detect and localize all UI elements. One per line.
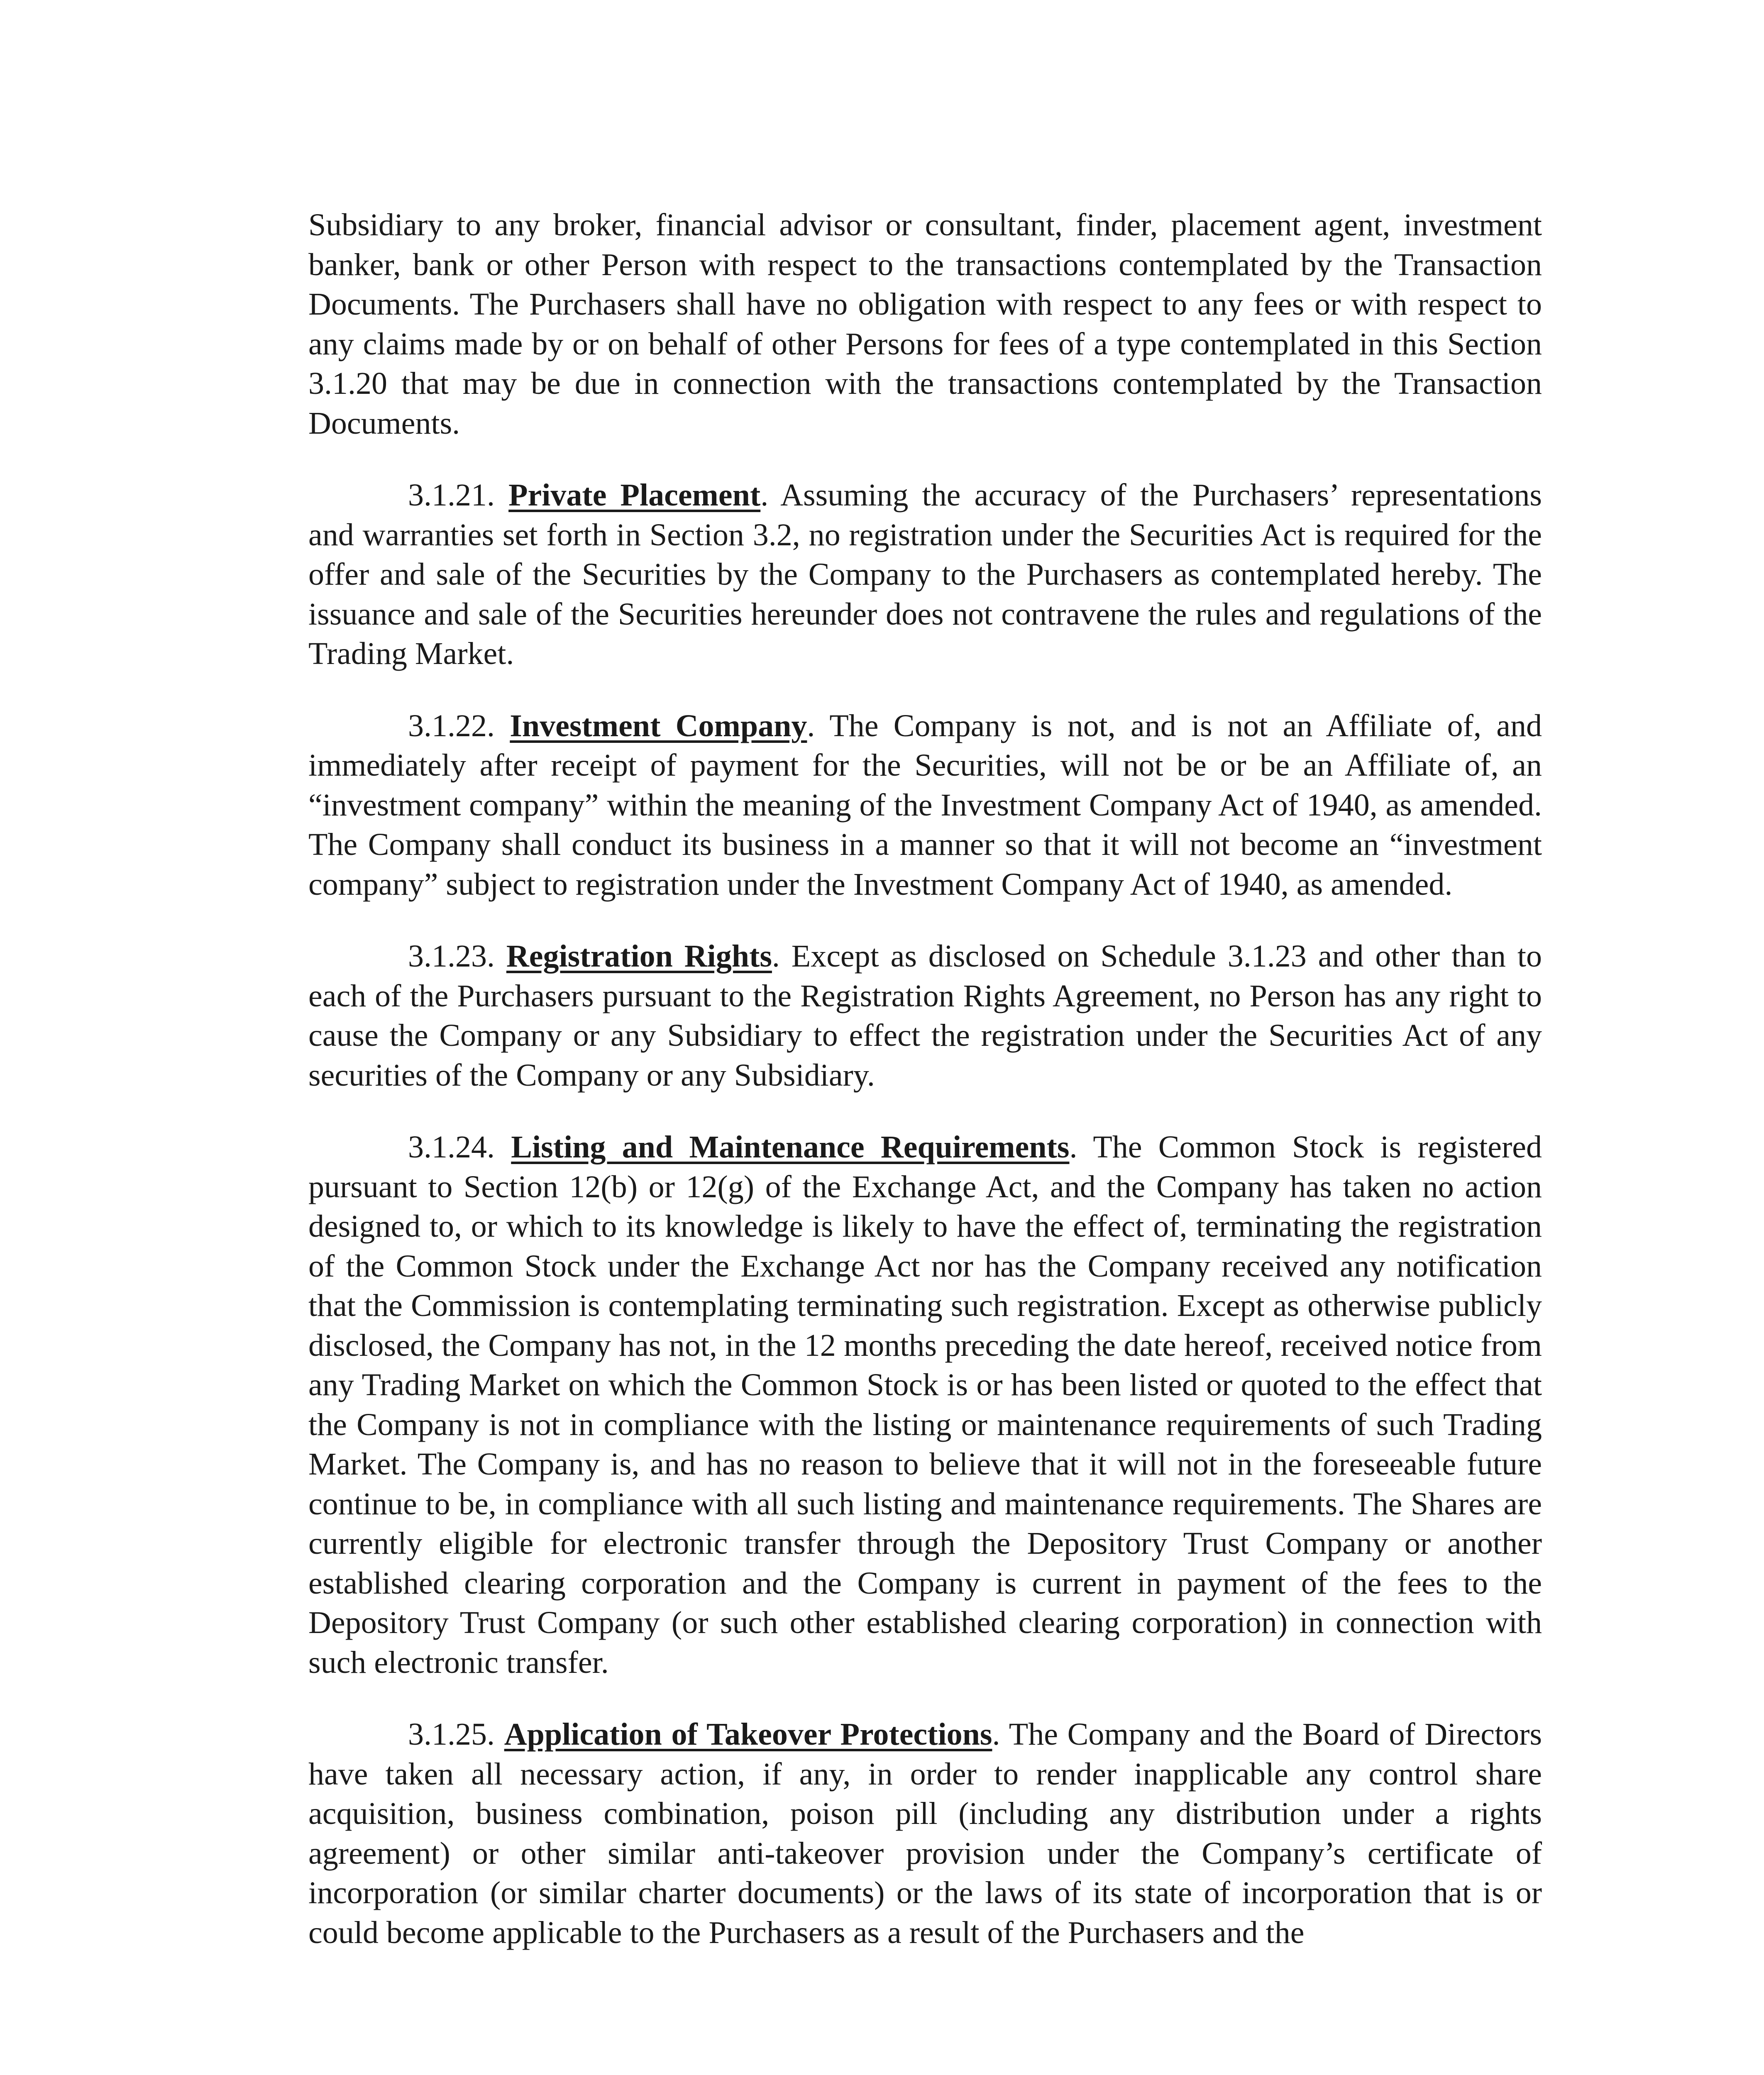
section-number: 3.1.22. [408,708,495,743]
heading-period: . [1069,1130,1077,1164]
section-heading: Registration Rights [506,939,772,974]
section-3-1-24 [308,1128,1542,1682]
section-number: 3.1.25. [408,1717,495,1752]
section-number: 3.1.24. [408,1130,495,1164]
section-heading: Listing and Maintenance Requirements [511,1130,1070,1164]
section-number: 3.1.21. [408,478,495,513]
section-heading: Private Placement [508,478,761,513]
section-3-1-22 [308,706,1542,905]
section-heading: Investment Company [510,708,807,743]
section-3-1-23 [308,937,1542,1095]
paragraph-text: The Common Stock is registered pursuant to Section 12(b) or 12(g) of the Exchange Act, and the Company has taken no action designed to, or which to its knowledge is likely to have the effect of, terminating the registration of the Common Stock under the Exchange Act nor has the Company received any notification that the Commission is contemplating terminating such registration. Except as otherwise publicly disclosed, the Company has not, in the 12 months preceding the date hereof, received notice from any Trading Market on which the Common Stock is or has been listed or quoted to the effect that the Company is not in compliance with the listing or maintenance requirements of such Trading Market. The Company is, and has no reason to believe that it will not in the foreseeable future continue to be, in compliance with all such listing and maintenance requirements. The Shares are currently eligible for electronic transfer through the Depository Trust Company or another established clearing corporation and the Company is current in payment of the fees to the Depository Trust Company (or such other established clearing corporation) in connection with such electronic transfer. [308,1130,1542,1680]
document-body [308,205,1542,1953]
section-3-1-21 [308,476,1542,674]
heading-period: . [772,939,780,974]
paragraph-continued [308,205,1542,443]
heading-period: . [992,1717,1000,1752]
paragraph-text: Assuming the accuracy of the Purchasers’ representations and warranties set forth in Section 3.2, no registration under the Securities Act is required for the offer and sale of the Securities by the Company to the Purchasers as contemplated hereby. The issuance and sale of the Securities hereunder does not contravene the rules and regulations of the Trading Market. [308,478,1542,671]
paragraph-text: The Company is not, and is not an Affiliate of, and immediately after receipt of payment for the Securities, will not be or be an Affiliate of, an “investment company” within the meaning of the Investment Company Act of 1940, as amended. The Company shall conduct its business in a manner so that it will not become an “investment company” subject to registration under the Investment Company Act of 1940, as amended. [308,708,1542,902]
paragraph-text: Except as disclosed on Schedule 3.1.23 and other than to each of the Purchasers pursuant to the Registration Rights Agreement, no Person has any right to cause the Company or any Subsidiary to effect the registration under the Securities Act of any securities of the Company or any Subsidiary. [308,939,1542,1093]
paragraph-text: Subsidiary to any broker, financial advisor or consultant, finder, placement agent, investment banker, bank or other Person with respect to the transactions contemplated by the Transaction Documents. The Purchasers shall have no obligation with respect to any fees or with respect to any claims made by or on behalf of other Persons for fees of a type contemplated in this Section 3.1.20 that may be due in connection with the transactions contemplated by the Transaction Documents. [308,208,1542,441]
heading-period: . [807,708,815,743]
section-heading: Application of Takeover Protections [504,1717,992,1752]
section-number: 3.1.23. [408,939,495,974]
section-3-1-25 [308,1715,1542,1953]
paragraph-text: The Company and the Board of Directors have taken all necessary action, if any, in order to render inapplicable any control share acquisition, business combination, poison pill (including any distribution under a rights agreement) or other similar anti-takeover provision under the Company’s certificate of incorporation (or similar charter documents) or the laws of its state of incorporation that is or could become applicable to the Purchasers as a result of the Purchasers and the [308,1717,1542,1950]
heading-period: . [760,478,769,513]
